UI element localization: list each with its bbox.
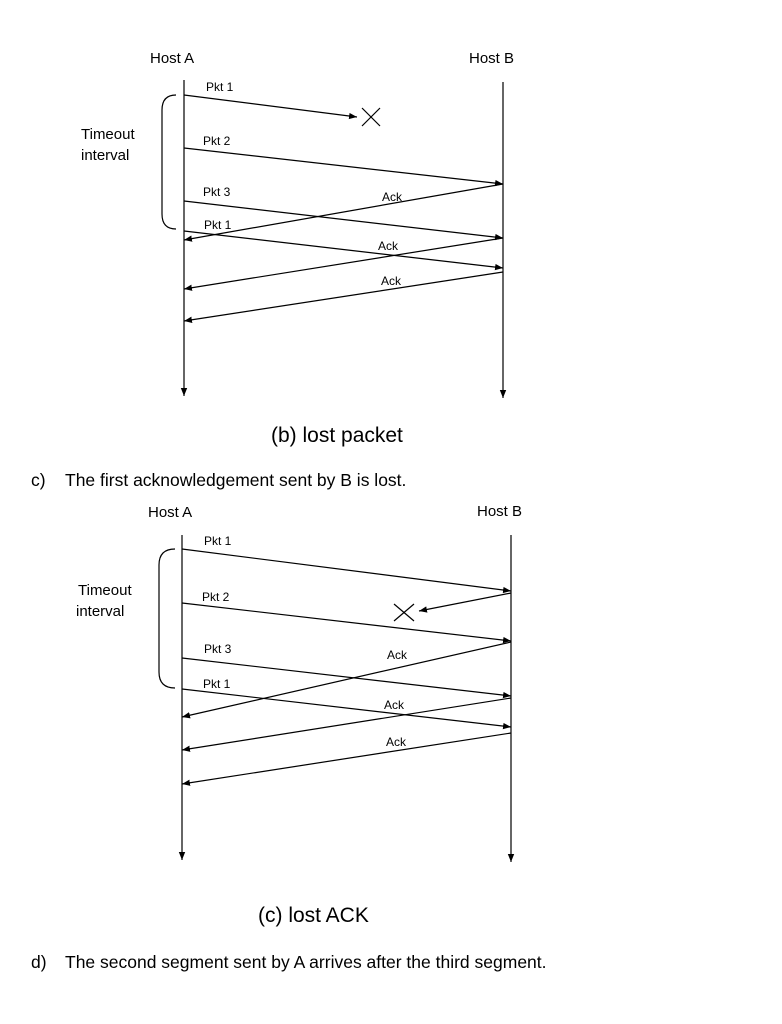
host-b-label: Host B: [477, 503, 523, 520]
ack3-arrow: [184, 272, 503, 321]
item-d-marker: d): [31, 952, 47, 972]
pkt1-label: Pkt 1: [204, 534, 232, 548]
diagram-b: [81, 50, 514, 447]
caption-c: (c) lost ACK: [258, 904, 369, 927]
ack3-label: Ack: [381, 274, 402, 288]
loss-x-icon: [362, 108, 380, 126]
item-c-text: The first acknowledgement sent by B is lost.: [65, 470, 407, 490]
lost-ack-arrow: [419, 593, 511, 611]
ack3-label: Ack: [386, 735, 407, 749]
pkt2-label: Pkt 2: [202, 590, 230, 604]
host-a-label: Host A: [148, 504, 193, 521]
pkt1-resend-label: Pkt 1: [203, 677, 231, 691]
pkt1-arrow: [182, 549, 511, 591]
pkt3-label: Pkt 3: [204, 642, 232, 656]
timeout-label-line2: interval: [81, 147, 130, 164]
pkt2-arrow: [184, 148, 503, 184]
pkt1-resend-arrow: [184, 231, 503, 268]
pkt2-arrow: [182, 603, 511, 641]
ack2-label: Ack: [378, 239, 399, 253]
ack2-arrow: [184, 238, 503, 289]
pkt3-arrow: [182, 658, 511, 696]
pkt1-resend-arrow: [182, 689, 511, 727]
ack2-label: Ack: [384, 698, 405, 712]
timeout-label-line1: Timeout: [81, 126, 135, 143]
host-b-label: Host B: [469, 50, 515, 67]
host-a-label: Host A: [150, 50, 195, 67]
timeout-label-line1: Timeout: [78, 582, 132, 599]
pkt3-arrow: [184, 201, 503, 238]
pkt1-arrow: [184, 95, 357, 117]
pkt2-label: Pkt 2: [203, 134, 231, 148]
ack3-arrow: [182, 733, 511, 784]
ack1-label: Ack: [382, 190, 403, 204]
ack1-label: Ack: [387, 648, 408, 662]
item-c-marker: c): [31, 470, 46, 490]
timeout-bracket: [159, 549, 175, 688]
pkt3-label: Pkt 3: [203, 185, 231, 199]
pkt1-label: Pkt 1: [206, 80, 234, 94]
pkt1-resend-label: Pkt 1: [204, 218, 232, 232]
loss-x-icon: [394, 604, 414, 621]
timeout-bracket: [162, 95, 176, 229]
ack1-arrow: [184, 184, 503, 240]
caption-b: (b) lost packet: [271, 424, 403, 447]
item-d-text: The second segment sent by A arrives after the third segment.: [65, 952, 547, 972]
timeout-label-line2: interval: [76, 603, 125, 620]
diagram-c: [76, 503, 522, 927]
